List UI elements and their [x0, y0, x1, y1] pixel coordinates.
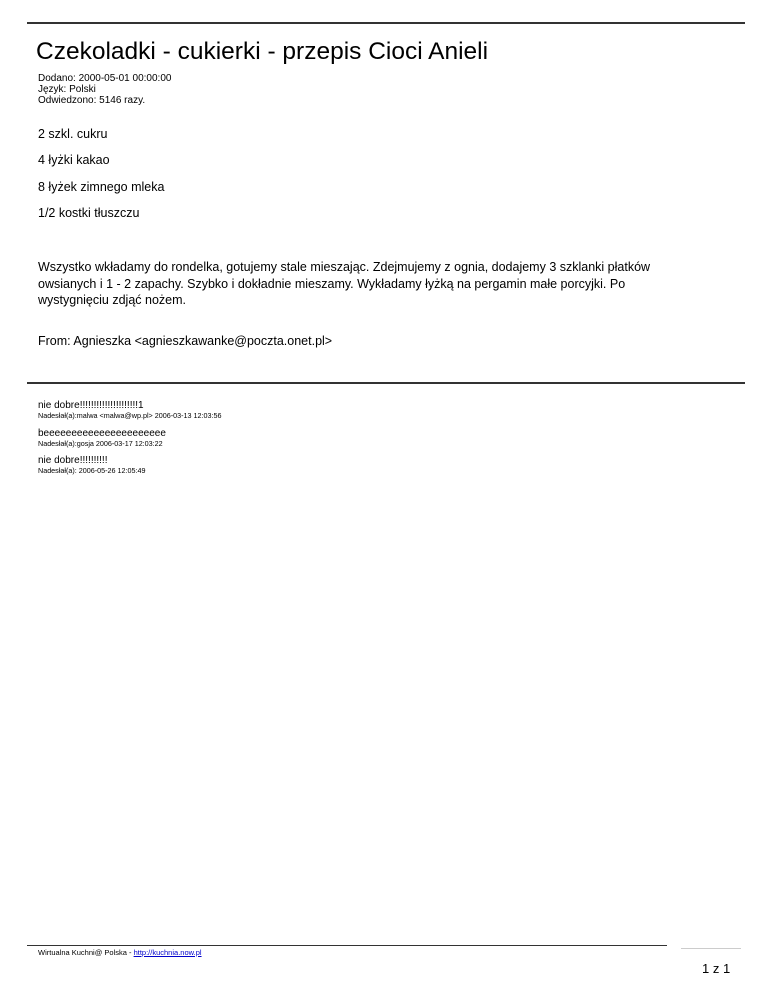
footer-site-text: Wirtualna Kuchni@ Polska - — [38, 948, 134, 957]
footer-rule — [27, 945, 667, 946]
top-rule — [27, 22, 745, 24]
recipe-author: From: Agnieszka <agnieszkawanke@poczta.onet.pl> — [38, 334, 333, 348]
ingredient-item: 4 łyżki kakao — [38, 153, 110, 168]
recipe-meta — [38, 73, 171, 106]
meta-visits: Odwiedzono: 5146 razy. — [38, 95, 146, 106]
comment-text: nie dobre!!!!!!!!!! — [38, 455, 108, 466]
footer-site-link[interactable]: http://kuchnia.now.pl — [133, 948, 202, 957]
recipe-instructions: Wszystko wkładamy do rondelka, gotujemy stale mieszając. Zdejmujemy z ognia, dodajemy 3 szklanki płatków owsianych i 1 - 2 zapachy. Szybko i dokładnie mieszamy. Wykładamy łyżką na pergamin małe porcyjki. Po wystygnięciu zdjąć nożem. — [38, 260, 651, 307]
meta-language: Język: Polski — [38, 84, 96, 95]
comment-meta: Nadesłał(a):malwa <malwa@wp.pl> 2006-03-13 12:03:56 — [38, 411, 222, 420]
comments-section — [38, 400, 222, 483]
ingredient-item: 2 szkl. cukru — [38, 127, 108, 141]
ingredient-item: 1/2 kostki tłuszczu — [38, 205, 140, 220]
footer-mark — [681, 948, 741, 949]
comment-meta: Nadesłał(a):gosja 2006-03-17 12:03:22 — [38, 438, 163, 448]
page-number: 1 z 1 — [702, 961, 731, 976]
comment-meta: Nadesłał(a): 2006-05-26 12:05:49 — [38, 466, 146, 475]
comment-item — [38, 428, 222, 456]
comment-text: nie dobre!!!!!!!!!!!!!!!!!!!!!1 — [38, 400, 144, 411]
page-title: Czekoladki - cukierki - przepis Cioci Anieli — [36, 38, 489, 65]
ingredients-list — [38, 127, 164, 232]
ingredient-item: 8 łyżek zimnego mleka — [38, 179, 165, 194]
section-divider — [27, 382, 745, 384]
comment-item — [38, 400, 222, 428]
meta-added: Dodano: 2000-05-01 00:00:00 — [38, 73, 172, 84]
footer — [38, 948, 202, 957]
comment-item — [38, 455, 222, 483]
comment-text: beeeeeeeeeeeeeeeeeeeeee — [38, 427, 166, 439]
